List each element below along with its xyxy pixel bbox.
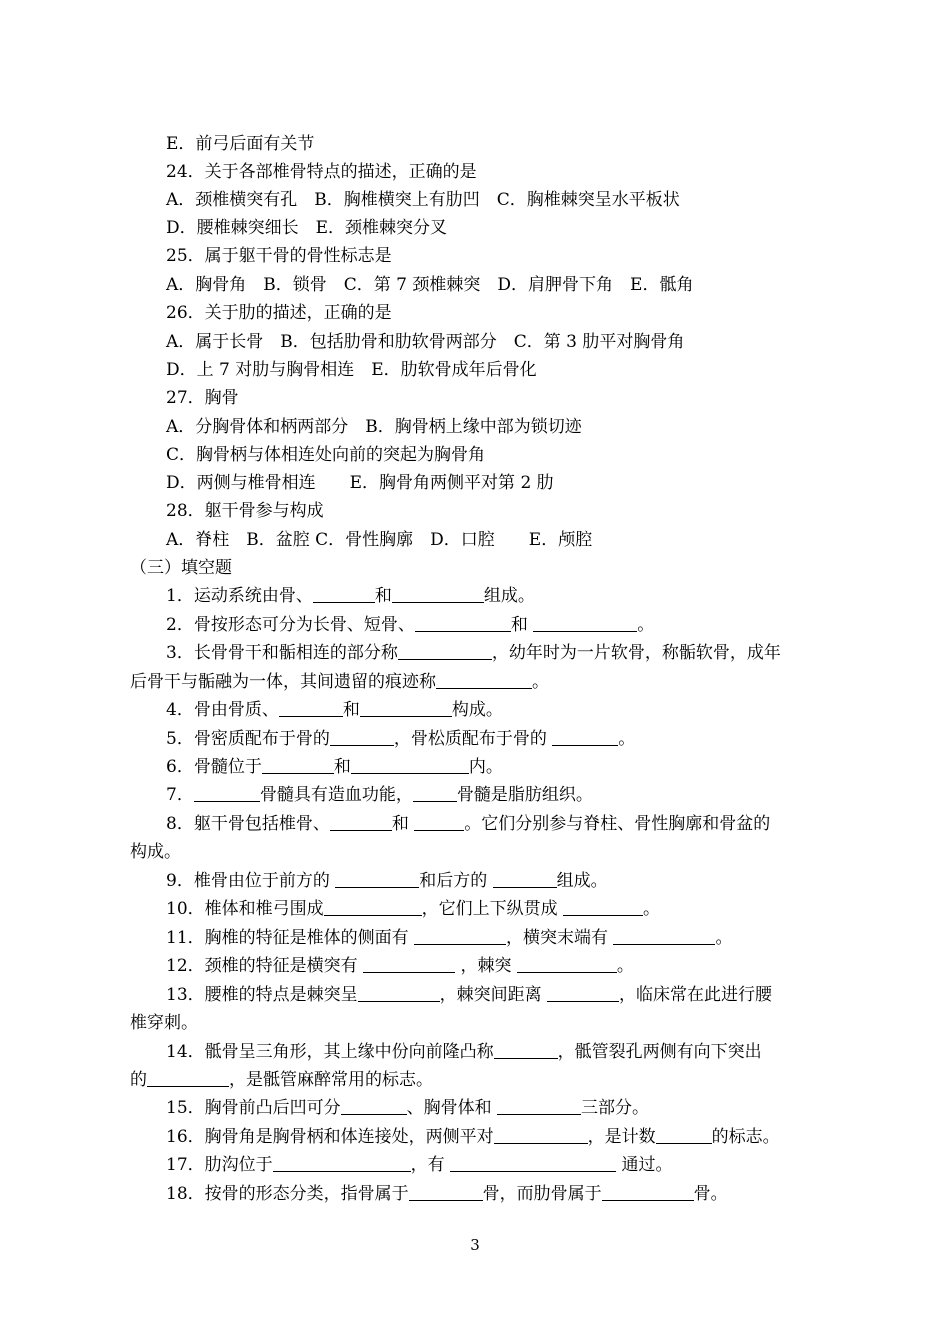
answer-blank[interactable] <box>552 728 618 746</box>
fill-question-13-cont: 椎穿刺。 <box>130 1013 198 1033</box>
question-26: 26．关于肋的描述，正确的是 <box>166 303 392 323</box>
fill-question-9: 9．椎骨由位于前方的 和后方的 组成。 <box>166 871 608 891</box>
fill-question-13: 13．腰椎的特点是棘突呈 ，棘突间距离 ，临床常在此进行腰 <box>166 985 773 1005</box>
answer-blank[interactable] <box>602 1183 694 1201</box>
answer-blank[interactable] <box>494 1126 588 1144</box>
answer-blank[interactable] <box>494 1041 558 1059</box>
answer-blank[interactable] <box>533 614 637 632</box>
choice-line: A．属于长骨 B．包括肋骨和肋软骨两部分 C．第 3 肋平对胸骨角 <box>166 332 685 352</box>
choice-line: D．两侧与椎骨相连 E．胸骨角两侧平对第 2 肋 <box>166 473 554 493</box>
fill-question-7: 7． 骨髓具有造血功能， 骨髓是脂肪组织。 <box>166 785 593 805</box>
choice-line: A．脊柱 B．盆腔 C．骨性胸廓 D．口腔 E．颅腔 <box>166 530 593 550</box>
choice-line: E．前弓后面有关节 <box>166 134 315 154</box>
fill-question-14: 14．骶骨呈三角形，其上缘中份向前隆凸称 ，骶管裂孔两侧有向下突出 <box>166 1042 762 1062</box>
fill-question-3: 3．长骨骨干和骺相连的部分称 ，幼年时为一片软骨，称骺软骨，成年 <box>166 643 781 663</box>
fill-question-14-cont: 的 ，是骶管麻醉常用的标志。 <box>130 1070 433 1090</box>
answer-blank[interactable] <box>613 927 715 945</box>
question-27: 27．胸骨 <box>166 388 239 408</box>
answer-blank[interactable] <box>493 870 557 888</box>
answer-blank[interactable] <box>414 927 506 945</box>
fill-question-10: 10．椎体和椎弓围成 ，它们上下纵贯成 。 <box>166 899 661 919</box>
choice-line: A．胸骨角 B．锁骨 C．第 7 颈椎棘突 D．肩胛骨下角 E．骶角 <box>166 275 694 295</box>
answer-blank[interactable] <box>363 955 455 973</box>
answer-blank[interactable] <box>330 728 394 746</box>
choice-line: A．颈椎横突有孔 B．胸椎横突上有肋凹 C．胸椎棘突呈水平板状 <box>166 190 680 210</box>
choice-line: D．腰椎棘突细长 E．颈椎棘突分叉 <box>166 218 448 238</box>
fill-question-6: 6．骨髓位于 和 内。 <box>166 757 503 777</box>
answer-blank[interactable] <box>392 585 484 603</box>
page-number: 3 <box>470 1236 480 1254</box>
fill-question-11: 11．胸椎的特征是椎体的侧面有 ，横突末端有 。 <box>166 928 733 948</box>
answer-blank[interactable] <box>414 813 464 831</box>
answer-blank[interactable] <box>360 699 452 717</box>
answer-blank[interactable] <box>497 1097 581 1115</box>
fill-question-16: 16．胸骨角是胸骨柄和体连接处，两侧平对 ，是计数 的标志。 <box>166 1127 780 1147</box>
choice-line: A．分胸骨体和柄两部分 B．胸骨柄上缘中部为锁切迹 <box>166 417 582 437</box>
choice-line: D．上 7 对肋与胸骨相连 E．肋软骨成年后骨化 <box>166 360 537 380</box>
answer-blank[interactable] <box>398 642 492 660</box>
answer-blank[interactable] <box>436 671 532 689</box>
question-25: 25．属于躯干骨的骨性标志是 <box>166 246 392 266</box>
fill-question-4: 4．骨由骨质、 和 构成。 <box>166 700 503 720</box>
answer-blank[interactable] <box>351 756 469 774</box>
fill-question-8: 8．躯干骨包括椎骨、 和 。它们分别参与脊柱、骨性胸廓和骨盆的 <box>166 814 771 834</box>
fill-question-5: 5．骨密质配布于骨的 ，骨松质配布于骨的 。 <box>166 729 636 749</box>
answer-blank[interactable] <box>450 1154 616 1172</box>
answer-blank[interactable] <box>330 813 392 831</box>
answer-blank[interactable] <box>547 984 619 1002</box>
fill-question-1: 1．运动系统由骨、 和 组成。 <box>166 586 535 606</box>
answer-blank[interactable] <box>147 1069 229 1087</box>
answer-blank[interactable] <box>358 984 440 1002</box>
answer-blank[interactable] <box>313 585 375 603</box>
fill-question-8-cont: 构成。 <box>130 842 181 862</box>
answer-blank[interactable] <box>262 756 334 774</box>
fill-question-18: 18．按骨的形态分类，指骨属于 骨，而肋骨属于 骨。 <box>166 1184 728 1204</box>
fill-question-15: 15．胸骨前凸后凹可分 、胸骨体和 三部分。 <box>166 1098 650 1118</box>
question-24: 24．关于各部椎骨特点的描述，正确的是 <box>166 162 477 182</box>
fill-question-2: 2．骨按形态可分为长骨、短骨、 和 。 <box>166 615 655 635</box>
answer-blank[interactable] <box>279 699 343 717</box>
answer-blank[interactable] <box>656 1126 712 1144</box>
answer-blank[interactable] <box>409 1183 483 1201</box>
answer-blank[interactable] <box>517 955 617 973</box>
answer-blank[interactable] <box>273 1154 411 1172</box>
fill-question-3-cont: 后骨干与骺融为一体，其间遗留的痕迹称 。 <box>130 672 549 692</box>
answer-blank[interactable] <box>335 870 419 888</box>
section-title: （三）填空题 <box>130 558 232 578</box>
answer-blank[interactable] <box>194 784 260 802</box>
answer-blank[interactable] <box>341 1097 407 1115</box>
answer-blank[interactable] <box>415 614 511 632</box>
answer-blank[interactable] <box>413 784 457 802</box>
fill-question-17: 17．肋沟位于 ，有 通过。 <box>166 1155 673 1175</box>
fill-question-12: 12．颈椎的特征是横突有 ，棘突 。 <box>166 956 634 976</box>
answer-blank[interactable] <box>324 898 422 916</box>
answer-blank[interactable] <box>563 898 643 916</box>
question-28: 28．躯干骨参与构成 <box>166 501 324 521</box>
choice-line: C．胸骨柄与体相连处向前的突起为胸骨角 <box>166 445 486 465</box>
